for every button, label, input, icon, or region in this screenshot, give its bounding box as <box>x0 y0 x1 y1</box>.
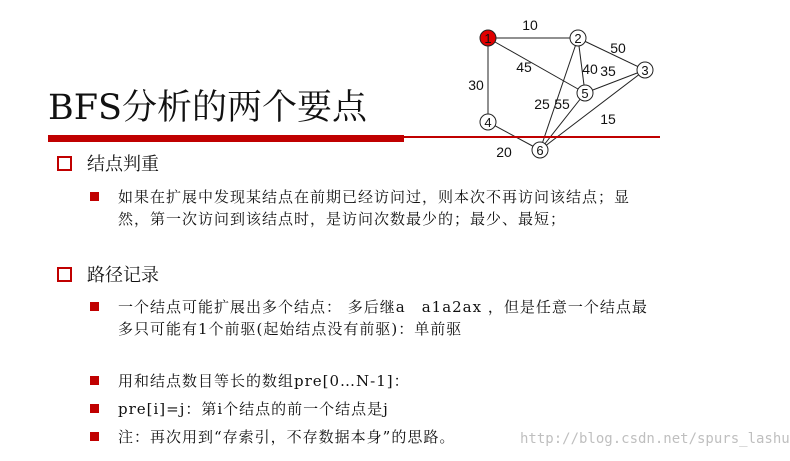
edge-weight-label: 25 <box>534 96 550 112</box>
bullet-item <box>90 370 650 392</box>
graph-node-label: 5 <box>581 86 589 101</box>
square-bullet-icon <box>90 376 99 385</box>
section-heading-dedup <box>57 153 159 177</box>
title-underline-line <box>404 136 660 138</box>
title-underline-bar <box>48 135 404 142</box>
bullet-text: 一个结点可能扩展出多个结点： 多后继a a1a2ax ，但是任意一个结点最多只可能有1个前驱(起始结点没有前驱)：单前驱 <box>118 298 648 338</box>
edge-weight-label: 50 <box>610 40 626 56</box>
edge-weight-label: 55 <box>554 96 570 112</box>
edge-weight-label: 45 <box>516 59 532 75</box>
bullet-text: 如果在扩展中发现某结点在前期已经访问过，则本次不再访问该结点；显然，第一次访问到该结点时，是访问次数最少的；最少、最短； <box>118 188 631 228</box>
graph-diagram <box>0 0 719 170</box>
bullet-item <box>90 186 650 252</box>
square-bullet-icon <box>90 404 99 413</box>
bullet-item <box>90 296 650 362</box>
edge-weight-label: 20 <box>496 144 512 160</box>
section-heading-path <box>57 264 159 288</box>
edge-weight-label: 30 <box>468 77 484 93</box>
section-heading-text: 路径记录 <box>87 265 159 286</box>
edge-weight-label: 40 <box>582 61 598 77</box>
hollow-square-bullet-icon <box>57 156 72 171</box>
bullet-text: pre[i]=j：第i个结点的前一个结点是j <box>118 400 389 418</box>
square-bullet-icon <box>90 302 99 311</box>
graph-node-label: 4 <box>484 115 492 130</box>
bullet-text: 用和结点数目等长的数组pre[0…N-1]： <box>118 372 410 390</box>
section-heading-text: 结点判重 <box>87 154 159 175</box>
edge-weight-label: 15 <box>600 111 616 127</box>
square-bullet-icon <box>90 432 99 441</box>
edge-weight-label: 35 <box>600 63 616 79</box>
slide-title: BFS分析的两个要点 <box>48 88 367 128</box>
graph-node-label: 1 <box>484 31 492 46</box>
graph-node-label: 3 <box>641 63 649 78</box>
graph-edge-2-6 <box>540 38 578 150</box>
hollow-square-bullet-icon <box>57 267 72 282</box>
edge-weight-label: 10 <box>522 17 538 33</box>
watermark: http://blog.csdn.net/spurs_lashu <box>520 431 790 447</box>
square-bullet-icon <box>90 192 99 201</box>
graph-node-label: 2 <box>574 31 582 46</box>
bullet-item <box>90 398 650 420</box>
graph-node-label: 6 <box>536 143 544 158</box>
bullet-text: 注：再次用到“存索引，不存数据本身”的思路。 <box>118 428 456 446</box>
graph-edge-1-5 <box>488 38 585 93</box>
